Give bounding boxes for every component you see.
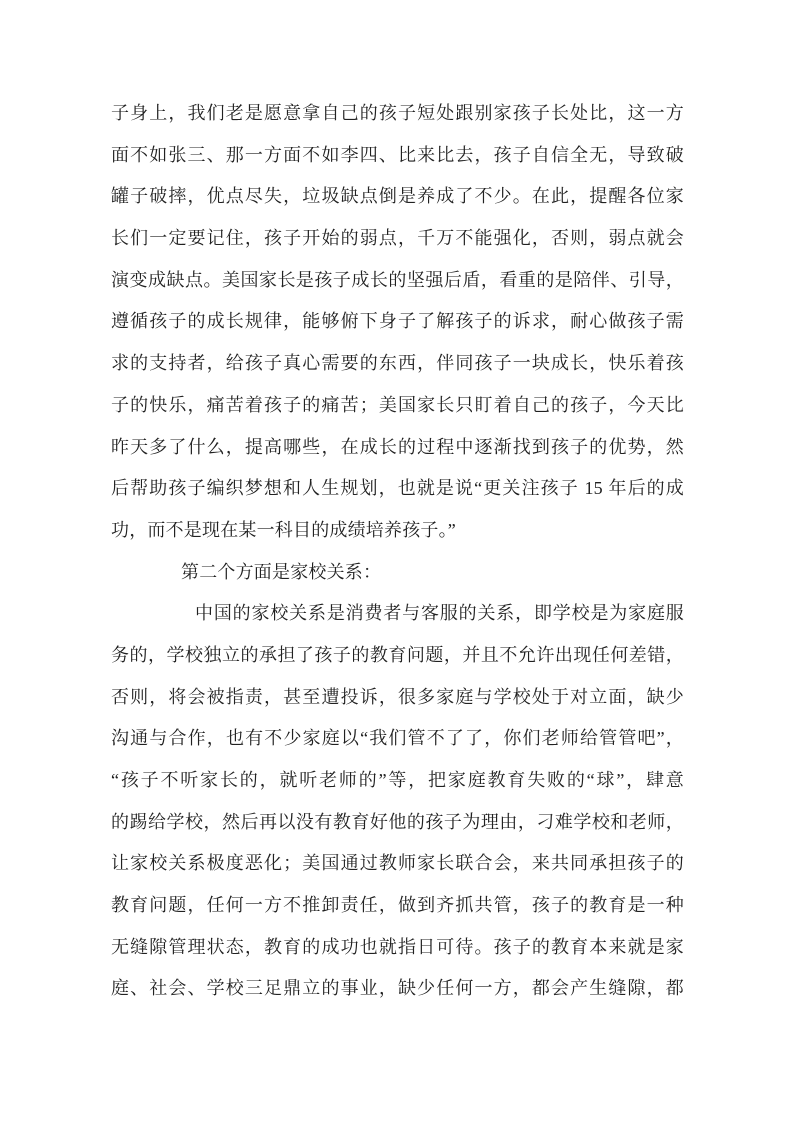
text-line: 子的快乐，痛苦着孩子的痛苦；美国家长只盯着自己的孩子，今天比 <box>111 394 684 415</box>
text-line: 沟通与合作，也有不少家庭以“我们管不了了，你们老师给管管吧”， <box>111 728 684 749</box>
text-line: 昨天多了什么，提高哪些，在成长的过程中逐渐找到孩子的优势，然 <box>111 436 684 457</box>
text-line: 让家校关系极度恶化；美国通过教师家长联合会，来共同承担孩子的 <box>111 853 684 874</box>
text-line: 长们一定要记住，孩子开始的弱点，千万不能强化，否则，弱点就会 <box>111 228 684 249</box>
text-line: “孩子不听家长的，就听老师的”等，把家庭教育失败的“球”，肆意 <box>111 770 684 790</box>
text-line: 否则，将会被指责，甚至遭投诉，很多家庭与学校处于对立面，缺少 <box>111 686 684 707</box>
text-line: 面不如张三、那一方面不如李四、比来比去，孩子自信全无，导致破 <box>111 144 684 165</box>
text-line: 子身上，我们老是愿意拿自己的孩子短处跟别家孩子长处比，这一方 <box>111 103 684 123</box>
text-line: 无缝隙管理状态，教育的成功也就指日可待。孩子的教育本来就是家 <box>111 936 684 957</box>
text-line: 演变成缺点。美国家长是孩子成长的坚强后盾，看重的是陪伴、引导， <box>111 269 684 290</box>
text-line: 求的支持者，给孩子真心需要的东西，伴同孩子一块成长，快乐着孩 <box>111 353 684 374</box>
text-line: 的踢给学校，然后再以没有教育好他的孩子为理由，刁难学校和老师， <box>111 811 684 832</box>
text-line: 庭、社会、学校三足鼎立的事业，缺少任何一方，都会产生缝隙，都 <box>111 978 684 999</box>
text-line: 务的，学校独立的承担了孩子的教育问题，并且不允许出现任何差错， <box>111 644 684 665</box>
text-line: 遵循孩子的成长规律，能够俯下身子了解孩子的诉求，耐心做孩子需 <box>111 311 684 332</box>
document-text-block <box>111 93 684 1010</box>
text-line: 功，而不是现在某一科目的成绩培养孩子。” <box>111 519 456 540</box>
text-line: 第二个方面是家校关系： <box>181 561 382 582</box>
text-line: 教育问题，任何一方不推卸责任，做到齐抓共管，孩子的教育是一种 <box>111 895 684 916</box>
text-line: 后帮助孩子编织梦想和人生规划，也就是说“更关注孩子 15 年后的成 <box>111 478 684 499</box>
text-line: 罐子破摔，优点尽失，垃圾缺点倒是养成了不少。在此，提醒各位家 <box>111 186 684 207</box>
text-line: 中国的家校关系是消费者与客服的关系，即学校是为家庭服 <box>195 603 684 624</box>
